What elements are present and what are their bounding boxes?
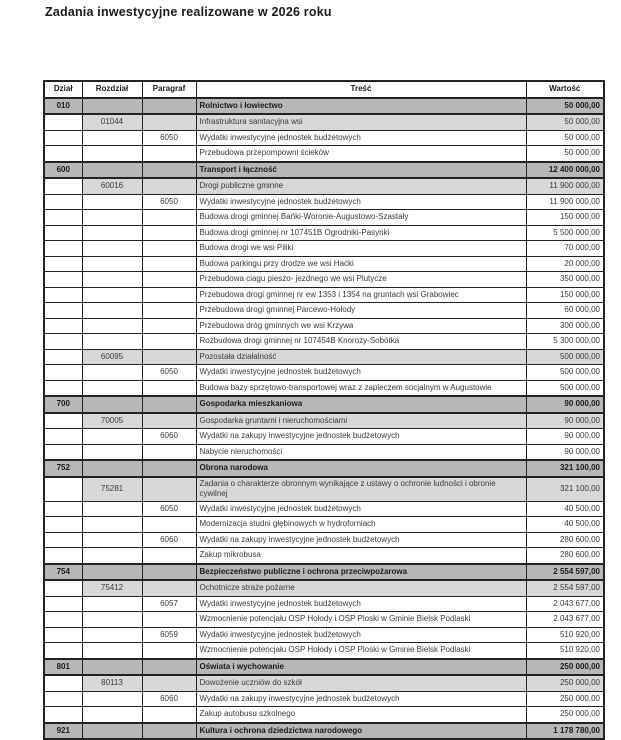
cell-dzial [44, 612, 82, 628]
cell-tresc: Wydatki inwestycyjne jednostek budżetowych [196, 194, 526, 210]
cell-wartosc: 90 000,00 [526, 413, 604, 429]
cell-wartosc: 321 100,00 [526, 460, 604, 477]
cell-dzial [44, 194, 82, 210]
cell-paragraf [142, 287, 196, 303]
cell-tresc: Obrona narodowa [196, 460, 526, 477]
cell-rozdzial [82, 444, 142, 460]
cell-dzial: 700 [44, 396, 82, 413]
table-row [44, 596, 604, 612]
cell-paragraf [142, 303, 196, 319]
table-row [44, 396, 604, 413]
column-header-tresc: Treść [196, 81, 526, 98]
cell-paragraf: 6050 [142, 365, 196, 381]
cell-rozdzial [82, 225, 142, 241]
cell-rozdzial: 80113 [82, 675, 142, 691]
cell-tresc: Budowa drogi gminnej Bańki-Woronie-Augustowo-Szastały [196, 210, 526, 226]
cell-wartosc: 90 000,00 [526, 396, 604, 413]
table-row [44, 429, 604, 445]
cell-paragraf [142, 225, 196, 241]
cell-tresc: Gospodarka gruntami i nieruchomościami [196, 413, 526, 429]
cell-dzial [44, 707, 82, 723]
cell-paragraf [142, 643, 196, 659]
cell-rozdzial [82, 564, 142, 581]
cell-tresc: Infrastruktura sanitacyjna wsi [196, 114, 526, 130]
cell-dzial: 754 [44, 564, 82, 581]
table-row [44, 241, 604, 257]
cell-dzial [44, 318, 82, 334]
cell-tresc: Budowa drogi we wsi Piliki [196, 241, 526, 257]
cell-tresc: Dowożenie uczniów do szkół [196, 675, 526, 691]
cell-paragraf [142, 334, 196, 350]
cell-dzial [44, 241, 82, 257]
cell-wartosc: 150 000,00 [526, 210, 604, 226]
column-header-paragraf: Paragraf [142, 81, 196, 98]
column-header-wartosc: Wartość [526, 81, 604, 98]
budget-table [43, 80, 605, 740]
cell-wartosc: 50 000,00 [526, 146, 604, 162]
cell-rozdzial [82, 643, 142, 659]
cell-tresc: Ochotnicze straże pożarne [196, 580, 526, 596]
table-row [44, 365, 604, 381]
cell-rozdzial [82, 659, 142, 676]
table-row [44, 723, 604, 740]
cell-rozdzial [82, 460, 142, 477]
cell-tresc: Pozostała działalność [196, 349, 526, 365]
cell-wartosc: 70 000,00 [526, 241, 604, 257]
cell-rozdzial [82, 162, 142, 179]
cell-rozdzial [82, 396, 142, 413]
cell-rozdzial [82, 98, 142, 115]
table-row [44, 707, 604, 723]
cell-dzial [44, 643, 82, 659]
cell-paragraf [142, 444, 196, 460]
cell-paragraf [142, 241, 196, 257]
table-row [44, 256, 604, 272]
cell-paragraf: 6059 [142, 627, 196, 643]
table-row [44, 272, 604, 288]
table-row [44, 194, 604, 210]
cell-tresc: Drogi publiczne gminne [196, 178, 526, 194]
cell-wartosc: 350 000,00 [526, 272, 604, 288]
cell-paragraf [142, 659, 196, 676]
cell-tresc: Wydatki inwestycyjne jednostek budżetowych [196, 596, 526, 612]
cell-wartosc: 60 000,00 [526, 303, 604, 319]
cell-paragraf [142, 114, 196, 130]
table-row [44, 178, 604, 194]
cell-tresc: Oświata i wychowanie [196, 659, 526, 676]
table-row [44, 287, 604, 303]
cell-paragraf [142, 707, 196, 723]
cell-tresc: Przebudowa dróg gminnych we wsi Krzywa [196, 318, 526, 334]
cell-dzial [44, 580, 82, 596]
cell-rozdzial [82, 194, 142, 210]
cell-tresc: Modernizacja studni głębinowych w hydroforniach [196, 517, 526, 533]
table-row [44, 303, 604, 319]
table-row [44, 146, 604, 162]
cell-tresc: Gospodarka mieszkaniowa [196, 396, 526, 413]
cell-rozdzial [82, 318, 142, 334]
cell-wartosc: 510 920,00 [526, 627, 604, 643]
cell-rozdzial: 60095 [82, 349, 142, 365]
table-row [44, 162, 604, 179]
cell-wartosc: 90 000,00 [526, 444, 604, 460]
cell-wartosc: 2 554 597,00 [526, 564, 604, 581]
cell-tresc: Budowa drogi gminnej nr 107451B Ogrodniki-Pasynki [196, 225, 526, 241]
cell-tresc: Przebudowa drogi gminnej Parcewo-Hołody [196, 303, 526, 319]
cell-dzial [44, 596, 82, 612]
table-row [44, 659, 604, 676]
cell-dzial [44, 627, 82, 643]
cell-rozdzial [82, 210, 142, 226]
table-row [44, 532, 604, 548]
table-row [44, 675, 604, 691]
cell-tresc: Kultura i ochrona dziedzictwa narodowego [196, 723, 526, 740]
cell-rozdzial [82, 548, 142, 564]
table-row [44, 691, 604, 707]
cell-paragraf [142, 517, 196, 533]
cell-tresc: Zakup mikrobusa [196, 548, 526, 564]
cell-rozdzial [82, 303, 142, 319]
header-row [44, 81, 604, 98]
cell-tresc: Budowa bazy sprzętowo-transportowej wraz z zapleczem socjalnym w Augustowie [196, 380, 526, 396]
cell-dzial [44, 130, 82, 146]
cell-dzial [44, 548, 82, 564]
budget-table-body [44, 98, 604, 740]
cell-tresc: Przebudowa przepompowni ścieków [196, 146, 526, 162]
cell-rozdzial [82, 256, 142, 272]
cell-dzial [44, 532, 82, 548]
cell-paragraf: 6050 [142, 130, 196, 146]
table-row [44, 380, 604, 396]
table-row [44, 643, 604, 659]
cell-paragraf [142, 98, 196, 115]
cell-wartosc: 50 000,00 [526, 98, 604, 115]
cell-dzial [44, 334, 82, 350]
cell-wartosc: 510 920,00 [526, 643, 604, 659]
cell-wartosc: 280 600,00 [526, 548, 604, 564]
table-row [44, 98, 604, 115]
cell-tresc: Rozbudowa drogi gminnej nr 107454B Knorozy-Sobótka [196, 334, 526, 350]
cell-tresc: Wydatki na zakupy inwestycyjne jednostek budżetowych [196, 532, 526, 548]
cell-paragraf [142, 580, 196, 596]
cell-paragraf [142, 675, 196, 691]
cell-rozdzial: 60016 [82, 178, 142, 194]
cell-rozdzial [82, 272, 142, 288]
cell-rozdzial: 75412 [82, 580, 142, 596]
cell-tresc: Wydatki inwestycyjne jednostek budżetowych [196, 627, 526, 643]
cell-rozdzial [82, 612, 142, 628]
cell-rozdzial [82, 691, 142, 707]
cell-tresc: Wydatki na zakupy inwestycyjne jednostek budżetowych [196, 429, 526, 445]
cell-dzial [44, 146, 82, 162]
cell-paragraf [142, 178, 196, 194]
cell-rozdzial [82, 241, 142, 257]
table-row [44, 564, 604, 581]
cell-rozdzial [82, 707, 142, 723]
cell-rozdzial [82, 334, 142, 350]
cell-paragraf [142, 318, 196, 334]
cell-dzial: 801 [44, 659, 82, 676]
cell-dzial [44, 349, 82, 365]
cell-dzial [44, 178, 82, 194]
table-row [44, 501, 604, 517]
cell-rozdzial: 75281 [82, 477, 142, 502]
table-row [44, 225, 604, 241]
cell-dzial: 921 [44, 723, 82, 740]
cell-dzial [44, 365, 82, 381]
cell-paragraf: 6050 [142, 501, 196, 517]
cell-tresc: Wydatki inwestycyjne jednostek budżetowych [196, 130, 526, 146]
cell-wartosc: 40 500,00 [526, 517, 604, 533]
cell-paragraf [142, 210, 196, 226]
table-row [44, 580, 604, 596]
cell-wartosc: 300 000,00 [526, 318, 604, 334]
cell-rozdzial [82, 532, 142, 548]
table-row [44, 612, 604, 628]
cell-rozdzial [82, 723, 142, 740]
cell-wartosc: 1 178 780,00 [526, 723, 604, 740]
cell-wartosc: 40 500,00 [526, 501, 604, 517]
table-header [44, 81, 604, 98]
cell-paragraf: 6050 [142, 194, 196, 210]
cell-paragraf: 6060 [142, 429, 196, 445]
cell-tresc: Zakup autobusu szkolnego [196, 707, 526, 723]
cell-dzial [44, 675, 82, 691]
cell-tresc: Nabycie nieruchomości [196, 444, 526, 460]
cell-wartosc: 5 500 000,00 [526, 225, 604, 241]
cell-rozdzial [82, 596, 142, 612]
cell-paragraf [142, 612, 196, 628]
cell-dzial [44, 272, 82, 288]
cell-rozdzial [82, 429, 142, 445]
cell-wartosc: 150 000,00 [526, 287, 604, 303]
cell-wartosc: 250 000,00 [526, 675, 604, 691]
cell-paragraf [142, 272, 196, 288]
cell-dzial [44, 444, 82, 460]
cell-rozdzial: 70005 [82, 413, 142, 429]
cell-paragraf [142, 349, 196, 365]
cell-rozdzial [82, 627, 142, 643]
cell-dzial: 010 [44, 98, 82, 115]
cell-wartosc: 2 043 677,00 [526, 596, 604, 612]
cell-dzial [44, 691, 82, 707]
table-row [44, 349, 604, 365]
cell-tresc: Wzmocnienie potencjału OSP Hołody i OSP Ploski w Gminie Bielsk Podlaski [196, 612, 526, 628]
cell-rozdzial: 01044 [82, 114, 142, 130]
table-row [44, 210, 604, 226]
table-row [44, 460, 604, 477]
cell-dzial [44, 225, 82, 241]
table-row [44, 477, 604, 502]
cell-rozdzial [82, 287, 142, 303]
cell-rozdzial [82, 146, 142, 162]
cell-tresc: Bezpieczeństwo publiczne i ochrona przeciwpożarowa [196, 564, 526, 581]
cell-paragraf [142, 460, 196, 477]
table-row [44, 444, 604, 460]
table-row [44, 413, 604, 429]
cell-wartosc: 50 000,00 [526, 114, 604, 130]
table-row [44, 114, 604, 130]
cell-paragraf [142, 146, 196, 162]
cell-paragraf [142, 548, 196, 564]
column-header-dzial: Dział [44, 81, 82, 98]
cell-wartosc: 90 000,00 [526, 429, 604, 445]
cell-wartosc: 500 000,00 [526, 349, 604, 365]
table-row [44, 318, 604, 334]
cell-wartosc: 250 000,00 [526, 691, 604, 707]
cell-wartosc: 321 100,00 [526, 477, 604, 502]
cell-rozdzial [82, 365, 142, 381]
cell-dzial [44, 517, 82, 533]
cell-tresc: Wzmocnienie potencjału OSP Hołody i OSP Ploski w Gminie Bielsk Podlaski [196, 643, 526, 659]
cell-wartosc: 50 000,00 [526, 130, 604, 146]
cell-dzial [44, 501, 82, 517]
cell-paragraf [142, 162, 196, 179]
cell-paragraf [142, 380, 196, 396]
cell-dzial [44, 413, 82, 429]
cell-wartosc: 2 554 597,00 [526, 580, 604, 596]
cell-tresc: Transport i łączność [196, 162, 526, 179]
cell-paragraf [142, 477, 196, 502]
cell-rozdzial [82, 380, 142, 396]
cell-rozdzial [82, 501, 142, 517]
cell-tresc: Wydatki inwestycyjne jednostek budżetowych [196, 501, 526, 517]
cell-wartosc: 280 600,00 [526, 532, 604, 548]
cell-wartosc: 500 000,00 [526, 365, 604, 381]
cell-paragraf [142, 256, 196, 272]
cell-dzial [44, 477, 82, 502]
cell-wartosc: 250 000,00 [526, 659, 604, 676]
cell-paragraf: 6057 [142, 596, 196, 612]
cell-wartosc: 20 000,00 [526, 256, 604, 272]
table-row [44, 548, 604, 564]
cell-paragraf [142, 564, 196, 581]
table-row [44, 334, 604, 350]
cell-wartosc: 12 400 000,00 [526, 162, 604, 179]
cell-paragraf: 6060 [142, 532, 196, 548]
table-row [44, 517, 604, 533]
cell-dzial [44, 256, 82, 272]
table-row [44, 130, 604, 146]
cell-tresc: Przebudowa ciagu pieszo- jezdnego we wsi Plutycze [196, 272, 526, 288]
cell-wartosc: 11 900 000,00 [526, 178, 604, 194]
cell-rozdzial [82, 130, 142, 146]
cell-paragraf [142, 723, 196, 740]
cell-tresc: Wydatki na zakupy inwestycyjne jednostek budżetowych [196, 691, 526, 707]
cell-dzial [44, 114, 82, 130]
cell-wartosc: 5 300 000,00 [526, 334, 604, 350]
cell-rozdzial [82, 517, 142, 533]
cell-wartosc: 2 043 677,00 [526, 612, 604, 628]
cell-dzial [44, 380, 82, 396]
cell-dzial: 752 [44, 460, 82, 477]
cell-paragraf: 6060 [142, 691, 196, 707]
cell-wartosc: 500 000,00 [526, 380, 604, 396]
cell-dzial: 600 [44, 162, 82, 179]
cell-dzial [44, 287, 82, 303]
cell-tresc: Rolnictwo i łowiectwo [196, 98, 526, 115]
cell-tresc: Przebudowa drogi gminnej nr ew 1353 i 1354 na gruntach wsi Grabowiec [196, 287, 526, 303]
cell-dzial [44, 429, 82, 445]
column-header-rozdzial: Rozdział [82, 81, 142, 98]
cell-paragraf [142, 413, 196, 429]
cell-tresc: Zadania o charakterze obronnym wynikające z ustawy o ochronie ludności i obronie cywilnej [196, 477, 526, 502]
table-row [44, 627, 604, 643]
cell-dzial [44, 303, 82, 319]
cell-dzial [44, 210, 82, 226]
cell-tresc: Wydatki inwestycyjne jednostek budżetowych [196, 365, 526, 381]
page-title: Zadania inwestycyjne realizowane w 2026 roku [45, 5, 332, 19]
cell-tresc: Budowa parkingu przy drodze we wsi Haćki [196, 256, 526, 272]
cell-wartosc: 250 000,00 [526, 707, 604, 723]
cell-wartosc: 11 900 000,00 [526, 194, 604, 210]
cell-paragraf [142, 396, 196, 413]
